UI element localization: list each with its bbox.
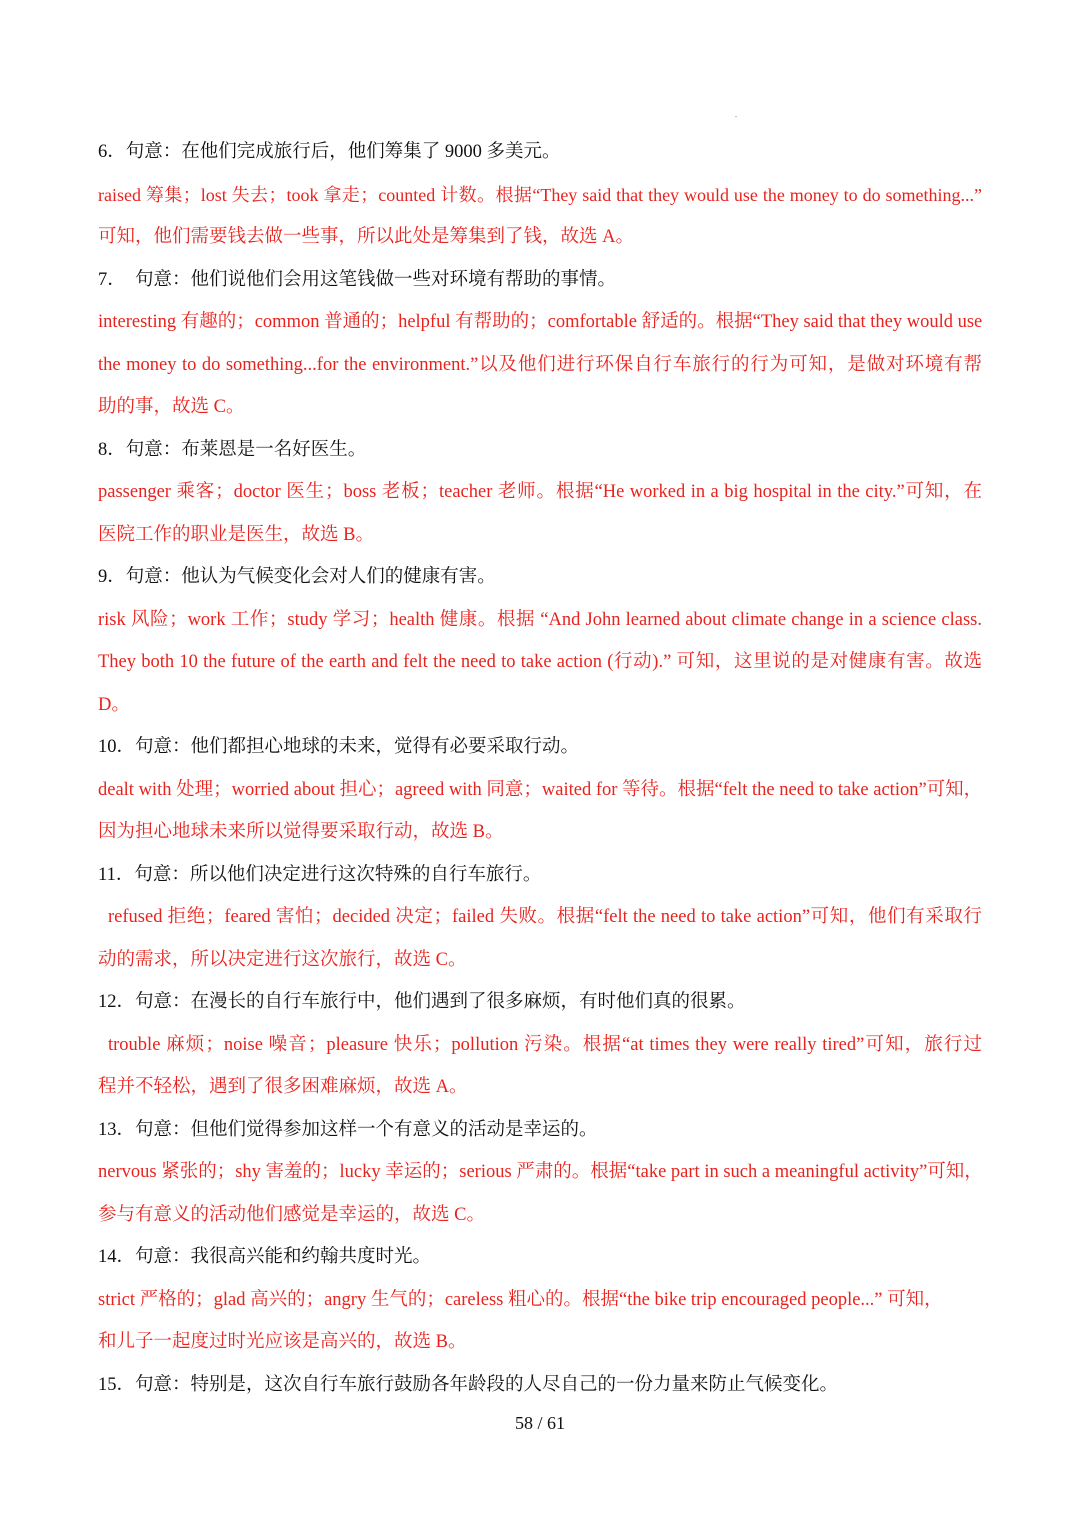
explanation-line: dealt with 处理；worried about 担心；agreed with 同意；waited for 等待。根据“felt the need to take action”可知， — [98, 779, 983, 800]
question-translation-line: 8．句意：布莱恩是一名好医生。 — [98, 439, 367, 460]
explanation-line: 因为担心地球未来所以觉得要采取行动，故选 B。 — [98, 822, 504, 842]
question-translation-line: 15．句意：特别是，这次自行车旅行鼓励各年龄段的人尽自己的一份力量来防止气候变化。 — [98, 1374, 839, 1395]
question-translation-line: 12．句意：在漫长的自行车旅行中，他们遇到了很多麻烦，有时他们真的很累。 — [98, 992, 746, 1012]
explanation-line: 程并不轻松，遇到了很多困难麻烦，故选 A。 — [98, 1077, 468, 1097]
explanation-line: 和儿子一起度过时光应该是高兴的，故选 B。 — [98, 1332, 467, 1352]
question-translation-line: 10．句意：他们都担心地球的未来，觉得有必要采取行动。 — [98, 737, 580, 757]
explanation-line: raised 筹集；lost 失去；took 拿走；counted 计数。根据“They said that they would use the money to do something...” — [98, 184, 982, 205]
explanation-line: 可知，他们需要钱去做一些事，所以此处是筹集到了钱，故选 A。 — [98, 227, 634, 247]
explanation-line: They both 10 the future of the earth and felt the need to take action (行动).” 可知，这里说的是对健康有害。故选 — [98, 652, 982, 672]
answer-explanations — [98, 131, 982, 1406]
question-translation-line: 14．句意：我很高兴能和约翰共度时光。 — [98, 1247, 432, 1267]
scan-speck — [735, 116, 737, 117]
explanation-line: 助的事，故选 C。 — [98, 397, 245, 417]
explanation-line: D。 — [98, 694, 130, 715]
explanation-line: 动的需求，所以决定进行这次旅行，故选 C。 — [98, 949, 467, 970]
explanation-line: passenger 乘客；doctor 医生；boss 老板；teacher 老师。根据“He worked in a big hospital in the city.”可知，在 — [98, 482, 982, 502]
question-translation-line: 6．句意：在他们完成旅行后，他们筹集了 9000 多美元。 — [98, 142, 561, 162]
question-translation-line: 13．句意：但他们觉得参加这样一个有意义的活动是幸运的。 — [98, 1119, 598, 1140]
explanation-line: strict 严格的；glad 高兴的；angry 生气的；careless 粗心的。根据“the bike trip encouraged people...” 可知， — [98, 1289, 943, 1310]
explanation-line: the money to do something...for the environment.”以及他们进行环保自行车旅行的行为可知，是做对环境有帮 — [98, 354, 982, 375]
question-translation-line: 9．句意：他认为气候变化会对人们的健康有害。 — [98, 567, 496, 587]
question-translation-line: 7． 句意：他们说他们会用这笔钱做一些对环境有帮助的事情。 — [98, 269, 617, 290]
explanation-line: trouble 麻烦；noise 噪音；pleasure 快乐；pollution 污染。根据“at times they were really tired”可知，旅行过 — [108, 1034, 982, 1055]
explanation-line: refused 拒绝；feared 害怕；decided 决定；failed 失败。根据“felt the need to take action”可知，他们有采取行 — [108, 907, 982, 927]
explanation-line: risk 风险；work 工作；study 学习；health 健康。根据 “And John learned about climate change in a science class. — [98, 609, 982, 630]
page-number: 58 / 61 — [514, 1413, 565, 1433]
explanation-line: interesting 有趣的；common 普通的；helpful 有帮助的；comfortable 舒适的。根据“They said that they would use — [98, 312, 983, 332]
question-translation-line: 11．句意：所以他们决定进行这次特殊的自行车旅行。 — [98, 864, 542, 885]
explanation-line: nervous 紧张的；shy 害羞的；lucky 幸运的；serious 严肃的。根据“take part in such a meaningful activity”可知， — [98, 1162, 983, 1182]
explanation-line: 参与有意义的活动他们感觉是幸运的，故选 C。 — [98, 1204, 485, 1225]
explanation-line: 医院工作的职业是医生，故选 B。 — [98, 524, 374, 545]
